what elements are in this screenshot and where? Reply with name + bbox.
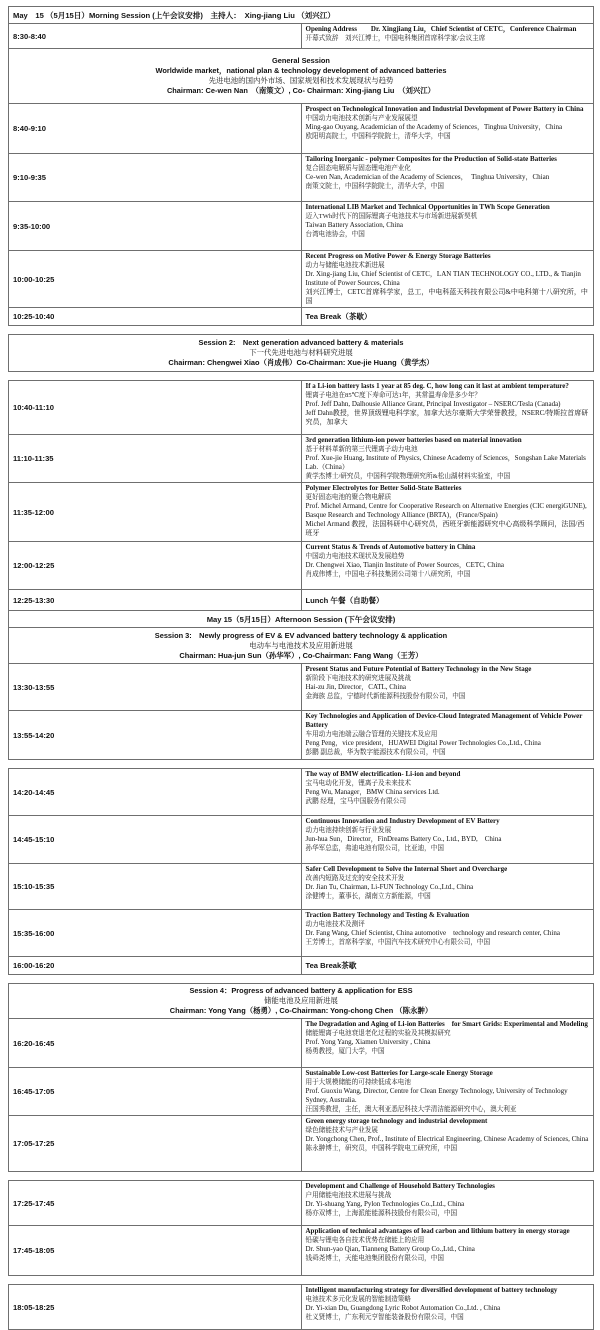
talk-details (301, 1181, 594, 1226)
talk-details (301, 24, 594, 49)
talk-details (301, 910, 594, 957)
talk-line: Dr. Xing-jiang Liu, Chief Scientist of CETC，LAN TIAN TECHNOLOGY CO., LTD., & Tianjin Institute of Power Sources, China (305, 270, 581, 287)
break-row (9, 590, 594, 611)
talk-row (9, 104, 594, 154)
talk-title: Prospect on Technological Innovation and Industrial Development of Power Battery in China (305, 105, 584, 113)
session-cell (9, 335, 594, 372)
talk-details (301, 381, 594, 435)
talk-line: Dr. Shun-yao Qian, Tianneng Battery Group Co.,Ltd., China (305, 1245, 475, 1253)
time-slot: 15:10-15:35 (9, 864, 302, 910)
session-cell (9, 984, 594, 1019)
talk-line: 涂健博士，董事长，湖南立方新能源，中国 (305, 893, 431, 900)
talk-line: 基于材料革新的第三代锂离子动力电池 (305, 446, 418, 453)
talk-row (9, 202, 594, 251)
talk-row (9, 154, 594, 202)
session-cell (9, 628, 594, 664)
talk-line: Jeff Dahn教授，世界顶级锂电科学家，加拿大达尔豪斯大学荣誉教授，NSERC/特斯拉首席研究员，加拿大 (305, 409, 589, 426)
talk-line: 储能锂离子电池衰退老化过程的实验及其模拟研究 (305, 1030, 451, 1037)
session-row (9, 984, 594, 1019)
talk-line: 中国动力电池技术创新与产业发展展望 (305, 115, 418, 122)
talk-title: Safer Cell Development to Solve the Internal Short and Overcharge (305, 865, 508, 873)
talk-line: 动力与储能电池技术新进展 (305, 262, 385, 269)
session-title: General Session (272, 56, 330, 65)
talk-details (301, 664, 594, 711)
talk-line: Prof. Yong Yang, Xiamen University , China (305, 1038, 431, 1046)
time-slot: 18:05-18:25 (9, 1285, 302, 1330)
talk-title: Opening Address Dr. Xingjiang Liu，Chief Scientist of CETC，Conference Chairman (305, 25, 577, 33)
session-row (9, 49, 594, 104)
talk-row (9, 864, 594, 910)
talk-title: Current Status & Trends of Automotive battery in China (305, 543, 476, 551)
talk-line: Jun-hua Sun，Director，FinDreams Battery Co., Ltd., BYD, China (305, 835, 502, 843)
morning-header-row (9, 7, 594, 24)
session-line: Chairman: Chengwei Xiao（肖成伟）Co-Chairman: Xue-jie Huang（黄学杰） (168, 358, 434, 367)
time-slot: 8:30-8:40 (9, 24, 302, 49)
talk-line: 黄学杰博士/研究员，中国科学院物理研究所&松山湖材料实验室，中国 (305, 473, 511, 480)
time-slot: 11:35-12:00 (9, 483, 302, 542)
talk-line: 改善内短路及过充的安全技术开发 (305, 875, 405, 882)
talk-line: 锂离子电池在85℃度下寿命可达1年，其常温寿命是多少年？ (305, 392, 482, 399)
spacer-row (9, 975, 594, 984)
talk-row (9, 711, 594, 760)
talk-line: 杨亦双博士，上海派能能源科技股份有限公司，中国 (305, 1210, 458, 1217)
time-slot: 14:20-14:45 (9, 769, 302, 816)
break-row (9, 957, 594, 975)
talk-line: 中国动力电池技术现状及发展趋势 (305, 553, 405, 560)
talk-title: Present Status and Future Potential of Battery Technology in the New Stage (305, 665, 532, 673)
talk-line: 用于大规模储能的可持续低成本电池 (305, 1079, 411, 1086)
talk-line: 车用动力电池端云融合管理的关键技术及应用 (305, 731, 438, 738)
talk-row (9, 664, 594, 711)
time-slot: 12:25-13:30 (9, 590, 302, 611)
talk-details (301, 542, 594, 590)
talk-line: Prof. Jeff Dahn, Dalhousie Alliance Grant, Principal Investigator – NSERC/Tesla (Canada) (305, 400, 561, 408)
talk-details (301, 435, 594, 483)
talk-details (301, 202, 594, 251)
talk-line: 开幕式致辞 刘兴江博士，中国电科集团首席科学家/会议主席 (305, 35, 486, 42)
talk-row (9, 910, 594, 957)
talk-line: 肖成伟博士，中国电子科技集团公司第十八研究所，中国 (305, 571, 471, 578)
talk-title: If a Li-ion battery lasts 1 year at 85 deg. C, how long can it last at ambient temperature? (305, 382, 569, 390)
spacer-cell (9, 975, 594, 984)
time-slot: 17:25-17:45 (9, 1181, 302, 1226)
talk-details (301, 104, 594, 154)
talk-details (301, 590, 594, 611)
talk-title: Intelligent manufacturing strategy for diversified development of battery technology (305, 1286, 558, 1294)
talk-row (9, 435, 594, 483)
talk-details (301, 769, 594, 816)
break-row (9, 308, 594, 326)
talk-details (301, 483, 594, 542)
session-line: 储能电池及应用新进展 (264, 996, 338, 1005)
talk-details (301, 957, 594, 975)
talk-line: 汪国秀教授，主任，澳大利亚悉尼科技大学清洁能源研究中心，澳大利亚 (305, 1106, 517, 1113)
talk-line: 欧阳明高院士，中国科学院院士，清华大学，中国 (305, 133, 451, 140)
talk-title: Development and Challenge of Household Battery Technologies (305, 1182, 495, 1190)
break-label: Tea Break茶歇 (305, 961, 357, 970)
talk-details (301, 816, 594, 864)
talk-title: Key Technologies and Application of Device-Cloud Integrated Management of Vehicle Power Battery (305, 712, 583, 729)
talk-line: 杜义贤博士，广东利元亨智能装备股份有限公司，中国 (305, 1314, 464, 1321)
talk-title: The way of BMW electrification- Li-ion and beyond (305, 770, 461, 778)
agenda-table (8, 6, 594, 1330)
talk-details (301, 1285, 594, 1330)
time-slot: 11:10-11:35 (9, 435, 302, 483)
talk-details (301, 154, 594, 202)
talk-line: 南策文院士，中国科学院院士，清华大学，中国 (305, 183, 444, 190)
talk-row (9, 24, 594, 49)
spacer-cell (9, 1276, 594, 1285)
spacer-row (9, 326, 594, 335)
talk-details (301, 1068, 594, 1116)
session-cell (9, 49, 594, 104)
talk-row (9, 542, 594, 590)
talk-line: 动力电池持续创新与行业发展 (305, 827, 392, 834)
talk-details (301, 1116, 594, 1172)
time-slot: 10:40-11:10 (9, 381, 302, 435)
talk-title: Continuous Innovation and Industry Development of EV Battery (305, 817, 500, 825)
talk-title: Polymer Electrolytes for Better Solid-State Batteries (305, 484, 462, 492)
talk-line: Dr. Fang Wang, Chief Scientist, China automotive technology and research center, China (305, 929, 560, 937)
talk-line: Taiwan Battery Association, China (305, 221, 403, 229)
talk-title: The Degradation and Aging of Li-ion Batteries for Smart Grids: Experimental and Modeling (305, 1020, 588, 1028)
talk-line: 刘兴江博士，CETC首席科学家，总工，中电科蓝天科技有限公司&中电科第十八研究所，中国 (305, 288, 588, 305)
time-slot: 10:25-10:40 (9, 308, 302, 326)
talk-line: 钱舜尧博士，天能电池集团股份有限公司，中国 (305, 1255, 444, 1262)
agenda-body (9, 7, 594, 1330)
time-slot: 17:45-18:05 (9, 1226, 302, 1276)
session-row (9, 628, 594, 664)
talk-line: Prof. Xue-jie Huang, Institute of Physics, Chinese Academy of Sciences，Songshan Lake Materials Lab.（China） (305, 454, 586, 471)
talk-line: 新阶段下电池技术的研究进展及挑战 (305, 675, 411, 682)
session-line: 下一代先进电池与材料研究进展 (249, 348, 353, 357)
talk-line: 绿色储能技术与产业发展 (305, 1127, 379, 1134)
session-title: Session 2: Next generation advanced battery & materials (198, 338, 404, 347)
time-slot: 13:55-14:20 (9, 711, 302, 760)
talk-title: 3rd generation lithium-ion power batteries based on material innovation (305, 436, 522, 444)
talk-line: Hai-zu Jin, Director，CATL, China (305, 683, 407, 691)
time-slot: 16:20-16:45 (9, 1019, 302, 1068)
session-line: Worldwide market，national plan & technology development of advanced batteries (155, 66, 447, 75)
talk-line: 王芳博士，首席科学家，中国汽车技术研究中心有限公司，中国 (305, 939, 491, 946)
talk-line: Michel Armand 教授，法国科研中心研究员，西班牙新能源研究中心高级科学顾问，法国/西班牙 (305, 520, 585, 537)
spacer-row (9, 372, 594, 381)
session-title: Session 4：Progress of advanced battery & application for ESS (189, 986, 413, 995)
talk-line: 彭鹏 副总裁，华为数字能源技术有限公司，中国 (305, 749, 446, 756)
spacer-row (9, 760, 594, 769)
talk-line: Prof. Michel Armand, Centre for Cooperative Research on Alternative Energies (CIC energiGUNE), Basque Research and Technology Alliance (BRTA)，(France/Spain) (305, 502, 587, 519)
talk-row (9, 381, 594, 435)
talk-title: Traction Battery Technology and Testing & Evaluation (305, 911, 470, 919)
talk-row (9, 483, 594, 542)
talk-line: 陈永翀博士，研究员，中国科学院电工研究所，中国 (305, 1145, 458, 1152)
talk-line: 电池技术多元化发展的智能制造策略 (305, 1296, 411, 1303)
talk-line: 复合固态电解质与固态锂电池产业化 (305, 165, 411, 172)
talk-line: Peng Wu, Manager，BMW China services Ltd. (305, 788, 440, 796)
spacer-cell (9, 326, 594, 335)
afternoon-header: May 15（5月15日）Afternoon Session (下午会议安排) (9, 611, 594, 628)
talk-row (9, 251, 594, 308)
time-slot: 13:30-13:55 (9, 664, 302, 711)
talk-row (9, 1019, 594, 1068)
talk-title: Recent Progress on Motive Power & Energy Storage Batteries (305, 252, 491, 260)
spacer-row (9, 1276, 594, 1285)
talk-line: Prof. Guoxiu Wang, Director, Centre for Clean Energy Technology, University of Technology Sydney, Australia. (305, 1087, 568, 1104)
time-slot: 17:05-17:25 (9, 1116, 302, 1172)
talk-line: 迈入TWh时代下的国际锂离子电池技术与市场新进展新契机 (305, 213, 478, 220)
time-slot: 15:35-16:00 (9, 910, 302, 957)
session-title: Session 3: Newly progress of EV & EV advanced battery technology & application (154, 630, 448, 640)
talk-details (301, 1019, 594, 1068)
talk-line: 户用储能电池技术进展与挑战 (305, 1192, 392, 1199)
talk-line: 武鹏 经理，宝马中国服务有限公司 (305, 798, 407, 805)
time-slot: 8:40-9:10 (9, 104, 302, 154)
spacer-cell (9, 372, 594, 381)
talk-details (301, 1226, 594, 1276)
talk-line: Dr. Yongchong Chen, Prof., Institute of Electrical Engineering, Chinese Academy of Sciences, China (305, 1135, 589, 1143)
break-label: Tea Break（茶歇） (305, 312, 372, 321)
talk-row (9, 816, 594, 864)
talk-line: Dr. Yi-shuang Yang, Pylon Technologies Co.,Ltd., China (305, 1200, 465, 1208)
time-slot: 9:10-9:35 (9, 154, 302, 202)
time-slot: 16:00-16:20 (9, 957, 302, 975)
talk-title: Sustainable Low-cost Batteries for Large-scale Energy Storage (305, 1069, 493, 1077)
talk-row (9, 1285, 594, 1330)
talk-line: 金海族 总监，宁德时代新能源科技股份有限公司，中国 (305, 693, 466, 700)
time-slot: 12:00-12:25 (9, 542, 302, 590)
session-line: Chairman: Yong Yang（杨勇）, Co-Chairman: Yong-chong Chen （陈永翀） (169, 1006, 433, 1015)
talk-row (9, 1181, 594, 1226)
session-line: 先进电池的国内外市场、国家规划和技术发展现状与趋势 (208, 76, 394, 85)
talk-title: Green energy storage technology and industrial development (305, 1117, 488, 1125)
time-slot: 14:45-15:10 (9, 816, 302, 864)
time-slot: 10:00-10:25 (9, 251, 302, 308)
talk-line: 动力电池技术及测评 (305, 921, 365, 928)
session-line: Chairman: Ce-wen Nan （南策文）, Co- Chairman: Xing-jiang Liu （刘兴江） (166, 86, 436, 95)
spacer-cell (9, 760, 594, 769)
talk-title: Tailoring Inorganic - polymer Composites for the Production of Solid-state Batteries (305, 155, 557, 163)
spacer-cell (9, 1172, 594, 1181)
session-line: 电动车与电池技术及应用新进展 (249, 640, 353, 650)
spacer-row (9, 1172, 594, 1181)
talk-title: International LIB Market and Technical Opportunities in TWh Scope Generation (305, 203, 550, 211)
break-label: Lunch 午餐（自助餐） (305, 595, 384, 605)
talk-title: Application of technical advantages of lead carbon and lithium battery in energy storage (305, 1227, 570, 1235)
afternoon-header-row (9, 611, 594, 628)
talk-line: Ming-gao Ouyang, Academician of the Academy of Sciences，Tinghua University，China (305, 123, 563, 131)
talk-details (301, 711, 594, 760)
time-slot: 9:35-10:00 (9, 202, 302, 251)
talk-row (9, 1116, 594, 1172)
talk-details (301, 308, 594, 326)
talk-line: Ce-wen Nan, Academician of the Academy of Sciences， Tinghua University，Chian (305, 173, 550, 181)
talk-line: 宝马电动化开发，锂离子及未来技术 (305, 780, 411, 787)
talk-line: Peng Peng，vice president，HUAWEI Digital Power Technologies Co.,Ltd., China (305, 739, 541, 747)
time-slot: 16:45-17:05 (9, 1068, 302, 1116)
talk-line: 杨勇教授，厦门大学，中国 (305, 1048, 385, 1055)
talk-line: Dr. Jian Tu, Chairman, Li-FUN Technology Co.,Ltd., China (305, 883, 474, 891)
session-row (9, 335, 594, 372)
talk-line: 铅碳与锂电各自技术优势在储能上的应用 (305, 1237, 425, 1244)
talk-row (9, 1226, 594, 1276)
talk-line: 更好固态电池的聚合物电解质 (305, 494, 392, 501)
talk-row (9, 1068, 594, 1116)
talk-line: 台湾电池协会，中国 (305, 231, 365, 238)
talk-line: Dr. Chengwei Xiao, Tianjin Institute of Power Sources，CETC, China (305, 561, 505, 569)
talk-details (301, 251, 594, 308)
session-line: Chairman: Hua-jun Sun（孙华军）, Co-Chairman: Fang Wang（王芳） (179, 650, 423, 660)
morning-header: May 15 （5月15日）Morning Session (上午会议安排) 主持人： Xing-jiang Liu （刘兴江） (9, 7, 594, 24)
talk-line: 孙华军总监，弗迪电池有限公司，比亚迪，中国 (305, 845, 444, 852)
talk-details (301, 864, 594, 910)
talk-line: Dr. Yi-xian Du, Guangdong Lyric Robot Automation Co.,Ltd. , China (305, 1304, 501, 1312)
talk-row (9, 769, 594, 816)
